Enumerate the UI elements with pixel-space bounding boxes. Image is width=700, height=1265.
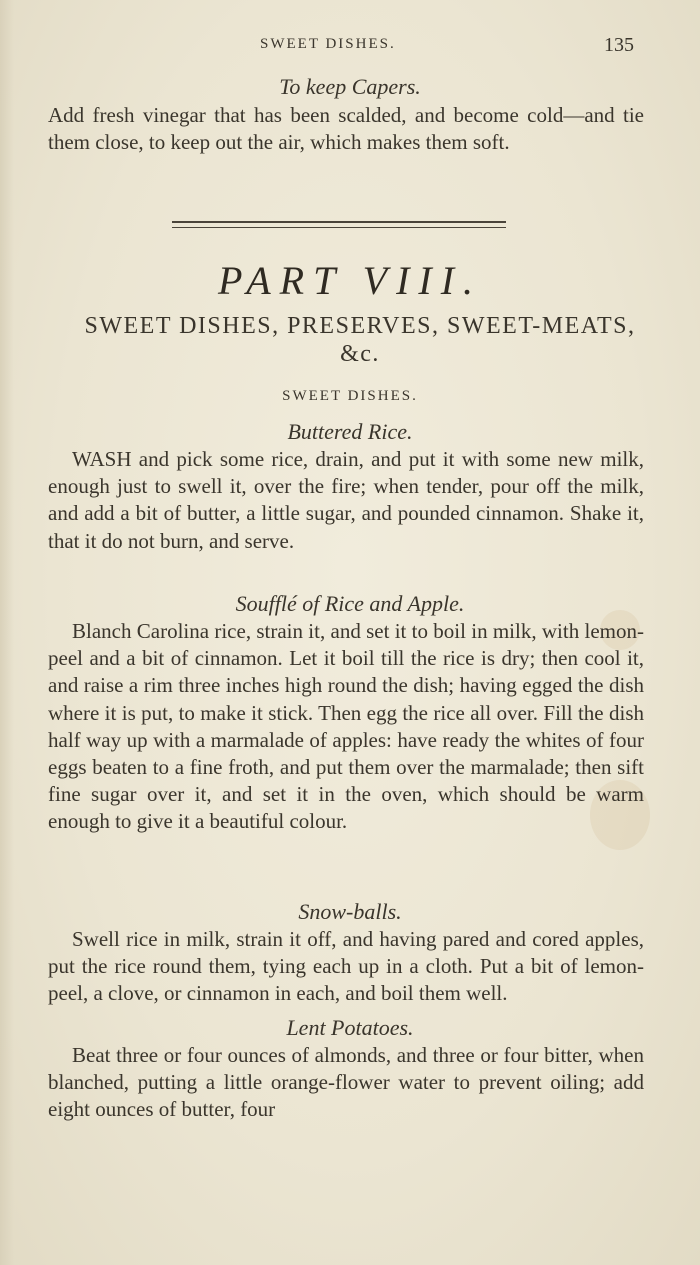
- recipe-body: [48, 1042, 644, 1124]
- part-subtitle: SWEET DISHES, PRESERVES, SWEET-MEATS, &c.: [84, 313, 636, 367]
- recipe-body: [48, 926, 644, 1008]
- recipe-text: Beat three or four ounces of almonds, and three or four bitter, when blanched, putting a little orange-flower water to prevent oiling; add eight ounces of butter, four: [48, 1043, 644, 1122]
- recipe-body: [48, 102, 644, 156]
- recipe-text: Swell rice in milk, strain it off, and having pared and cored apples, put the rice round them, tying each up in a cloth. Put a bit of lemon-peel, a clove, or cinnamon in each, and boil them well.: [48, 927, 644, 1006]
- gutter-shadow: [0, 0, 14, 1265]
- recipe-text: Blanch Carolina rice, strain it, and set it to boil in milk, with lemon-peel and a bit of cinnamon. Let it boil till the rice is dry; then cool it, and raise a rim three inches high round the dish; having egged the dish where it is put, to make it stick. Then egg the rice all over. Fill the dish half way up with a marmalade of apples: have ready the whites of four eggs beaten to a fine froth, and put them over the marmalade; then sift fine sugar over it, and set it in the oven, which should be warm enough to give it a beautiful colour.: [48, 619, 644, 834]
- recipe-body: [48, 618, 644, 836]
- recipe-heading: To keep Capers.: [279, 74, 421, 99]
- part-title: PART VIII.: [217, 258, 483, 303]
- page-number: 135: [604, 34, 634, 56]
- recipe-heading: Snow-balls.: [298, 899, 402, 924]
- double-rule-divider: [172, 221, 506, 233]
- recipe-heading: Soufflé of Rice and Apple.: [235, 591, 465, 616]
- recipe-heading: Buttered Rice.: [287, 419, 413, 444]
- page-header: [0, 36, 700, 60]
- running-head: SWEET DISHES.: [260, 36, 396, 52]
- recipe-text: Add fresh vinegar that has been scalded, and become cold—and tie them close, to keep out the air, which makes them soft.: [48, 103, 644, 155]
- recipe-heading: Lent Potatoes.: [286, 1015, 414, 1040]
- section-heading: SWEET DISHES.: [282, 388, 418, 404]
- recipe-body: [48, 446, 644, 555]
- recipe-text: WASH and pick some rice, drain, and put it with some new milk, enough just to swell it, over the fire; when tender, pour off the milk, and add a bit of butter, a little sugar, and pounded cinnamon. Shake it, that it do not burn, and serve.: [48, 447, 644, 553]
